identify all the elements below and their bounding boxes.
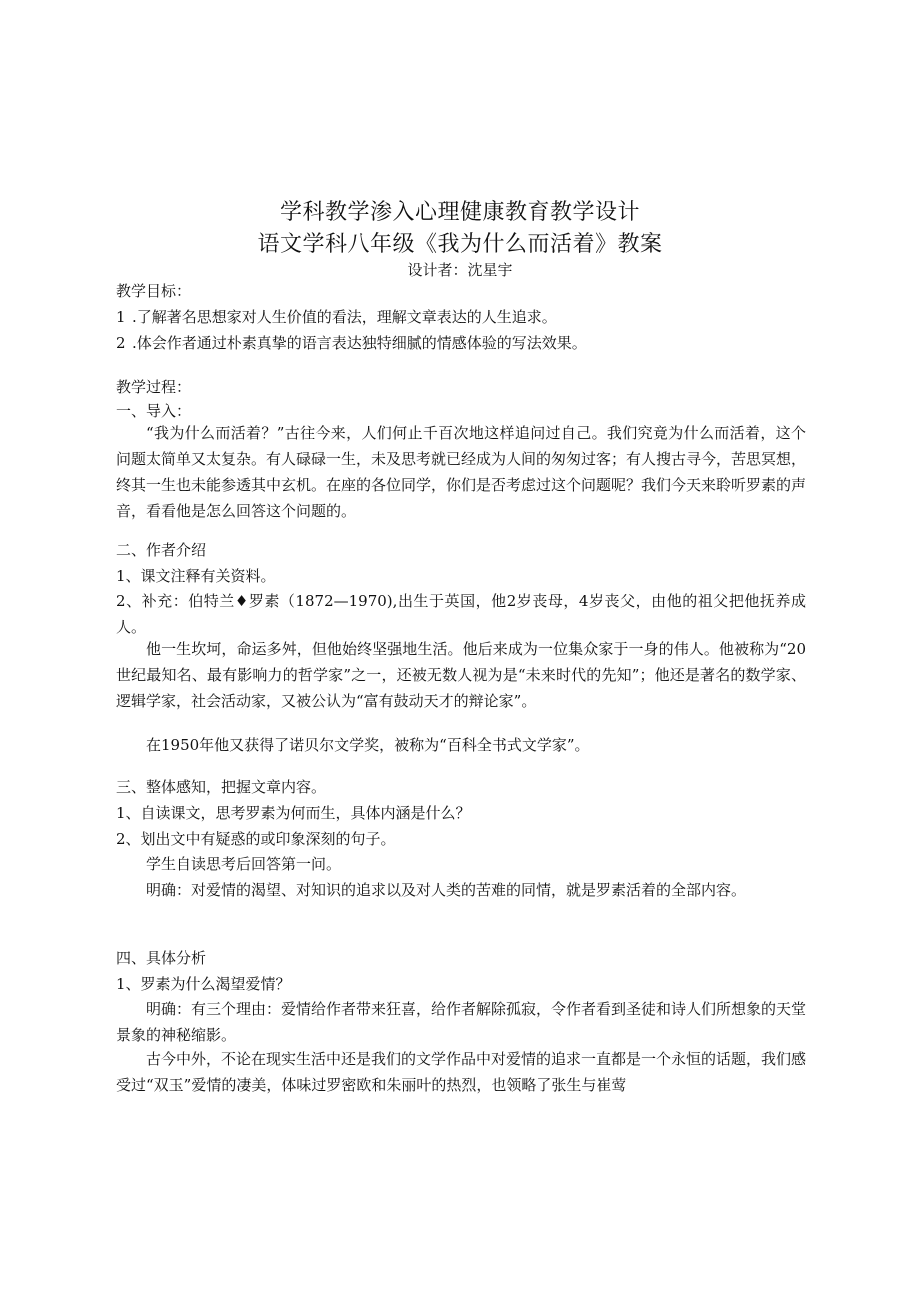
goal-item-1-number: 1 (116, 308, 126, 326)
section-2-paragraph-1: 他一生坎坷，命运多舛，但他始终坚强地生活。他后来成为一位集众家于一身的伟人。他被称为“20世纪最知名、最有影响力的哲学家”之一，还被无数人视为是“未来时代的先知”；他还是著名的数学家、逻辑学家，社会活动家，又被公认为“富有鼓动天才的辩论家”。 (116, 640, 806, 710)
goal-item-1-text: .了解著名思想家对人生价值的看法，理解文章表达的人生追求。 (132, 308, 557, 326)
goal-item-2 (116, 333, 587, 353)
section-4-heading: 四、具体分析 (116, 949, 207, 967)
process-heading: 教学过程： (116, 378, 192, 396)
section-2-item-2: 2、补充：伯特兰♦罗素（1872—1970),出生于英国，他2岁丧母，4岁丧父，由他的祖父把他抚养成人。 (116, 592, 806, 636)
goal-item-2-text: .体会作者通过朴素真挚的语言表达独特细腻的情感体验的写法效果。 (132, 334, 587, 352)
designer-line: 设计者：沈星宇 (407, 261, 513, 279)
section-3-paragraph-2: 明确：对爱情的渴望、对知识的追求以及对人类的苦难的同情，就是罗素活着的全部内容。 (146, 881, 747, 899)
section-3-paragraph-1: 学生自读思考后回答第一问。 (146, 855, 342, 873)
section-2-heading: 二、作者介绍 (116, 541, 207, 559)
section-4-paragraph-1: 明确：有三个理由：爱情给作者带来狂喜，给作者解除孤寂，令作者看到圣徒和诗人们所想象的天堂景象的神秘缩影。 (116, 1000, 807, 1044)
section-3-heading: 三、整体感知，把握文章内容。 (116, 778, 327, 796)
section-4-item-1: 1、罗素为什么渴望爱情？ (116, 975, 291, 993)
section-1-heading: 一、导入： (116, 402, 192, 420)
section-4-paragraph-2: 古今中外，不论在现实生活中还是我们的文学作品中对爱情的追求一直都是一个永恒的话题，我们感受过“双玉”爱情的凄美，体味过罗密欧和朱丽叶的热烈，也领略了张生与崔莺 (116, 1050, 807, 1094)
section-1-paragraph: “我为什么而活着？”古往今来，人们何止千百次地这样追问过自己。我们究竟为什么而活着，这个问题太简单又太复杂。有人碌碌一生，未及思考就已经成为人间的匆匆过客；有人搜古寻今，苦思冥想，终其一生也未能参透其中玄机。在座的各位同学，你们是否考虑过这个问题呢？我们今天来聆听罗素的声音，看看他是怎么回答这个问题的。 (116, 424, 807, 520)
goals-heading: 教学目标： (116, 282, 192, 300)
section-3-item-1: 1、自读课文，思考罗素为何而生，具体内涵是什么？ (116, 804, 471, 822)
section-3-item-2: 2、划出文中有疑惑的或印象深刻的句子。 (116, 830, 396, 848)
document-subtitle: 语文学科八年级《我为什么而活着》教案 (257, 232, 663, 257)
section-2-item-1: 1、课文注释有关资料。 (116, 567, 276, 585)
section-2-paragraph-2: 在1950年他又获得了诺贝尔文学奖，被称为“百科全书式文学家”。 (146, 736, 590, 754)
document-title: 学科教学渗入心理健康教育教学设计 (279, 200, 640, 225)
goal-item-1 (116, 307, 557, 327)
goal-item-2-number: 2 (116, 334, 126, 352)
